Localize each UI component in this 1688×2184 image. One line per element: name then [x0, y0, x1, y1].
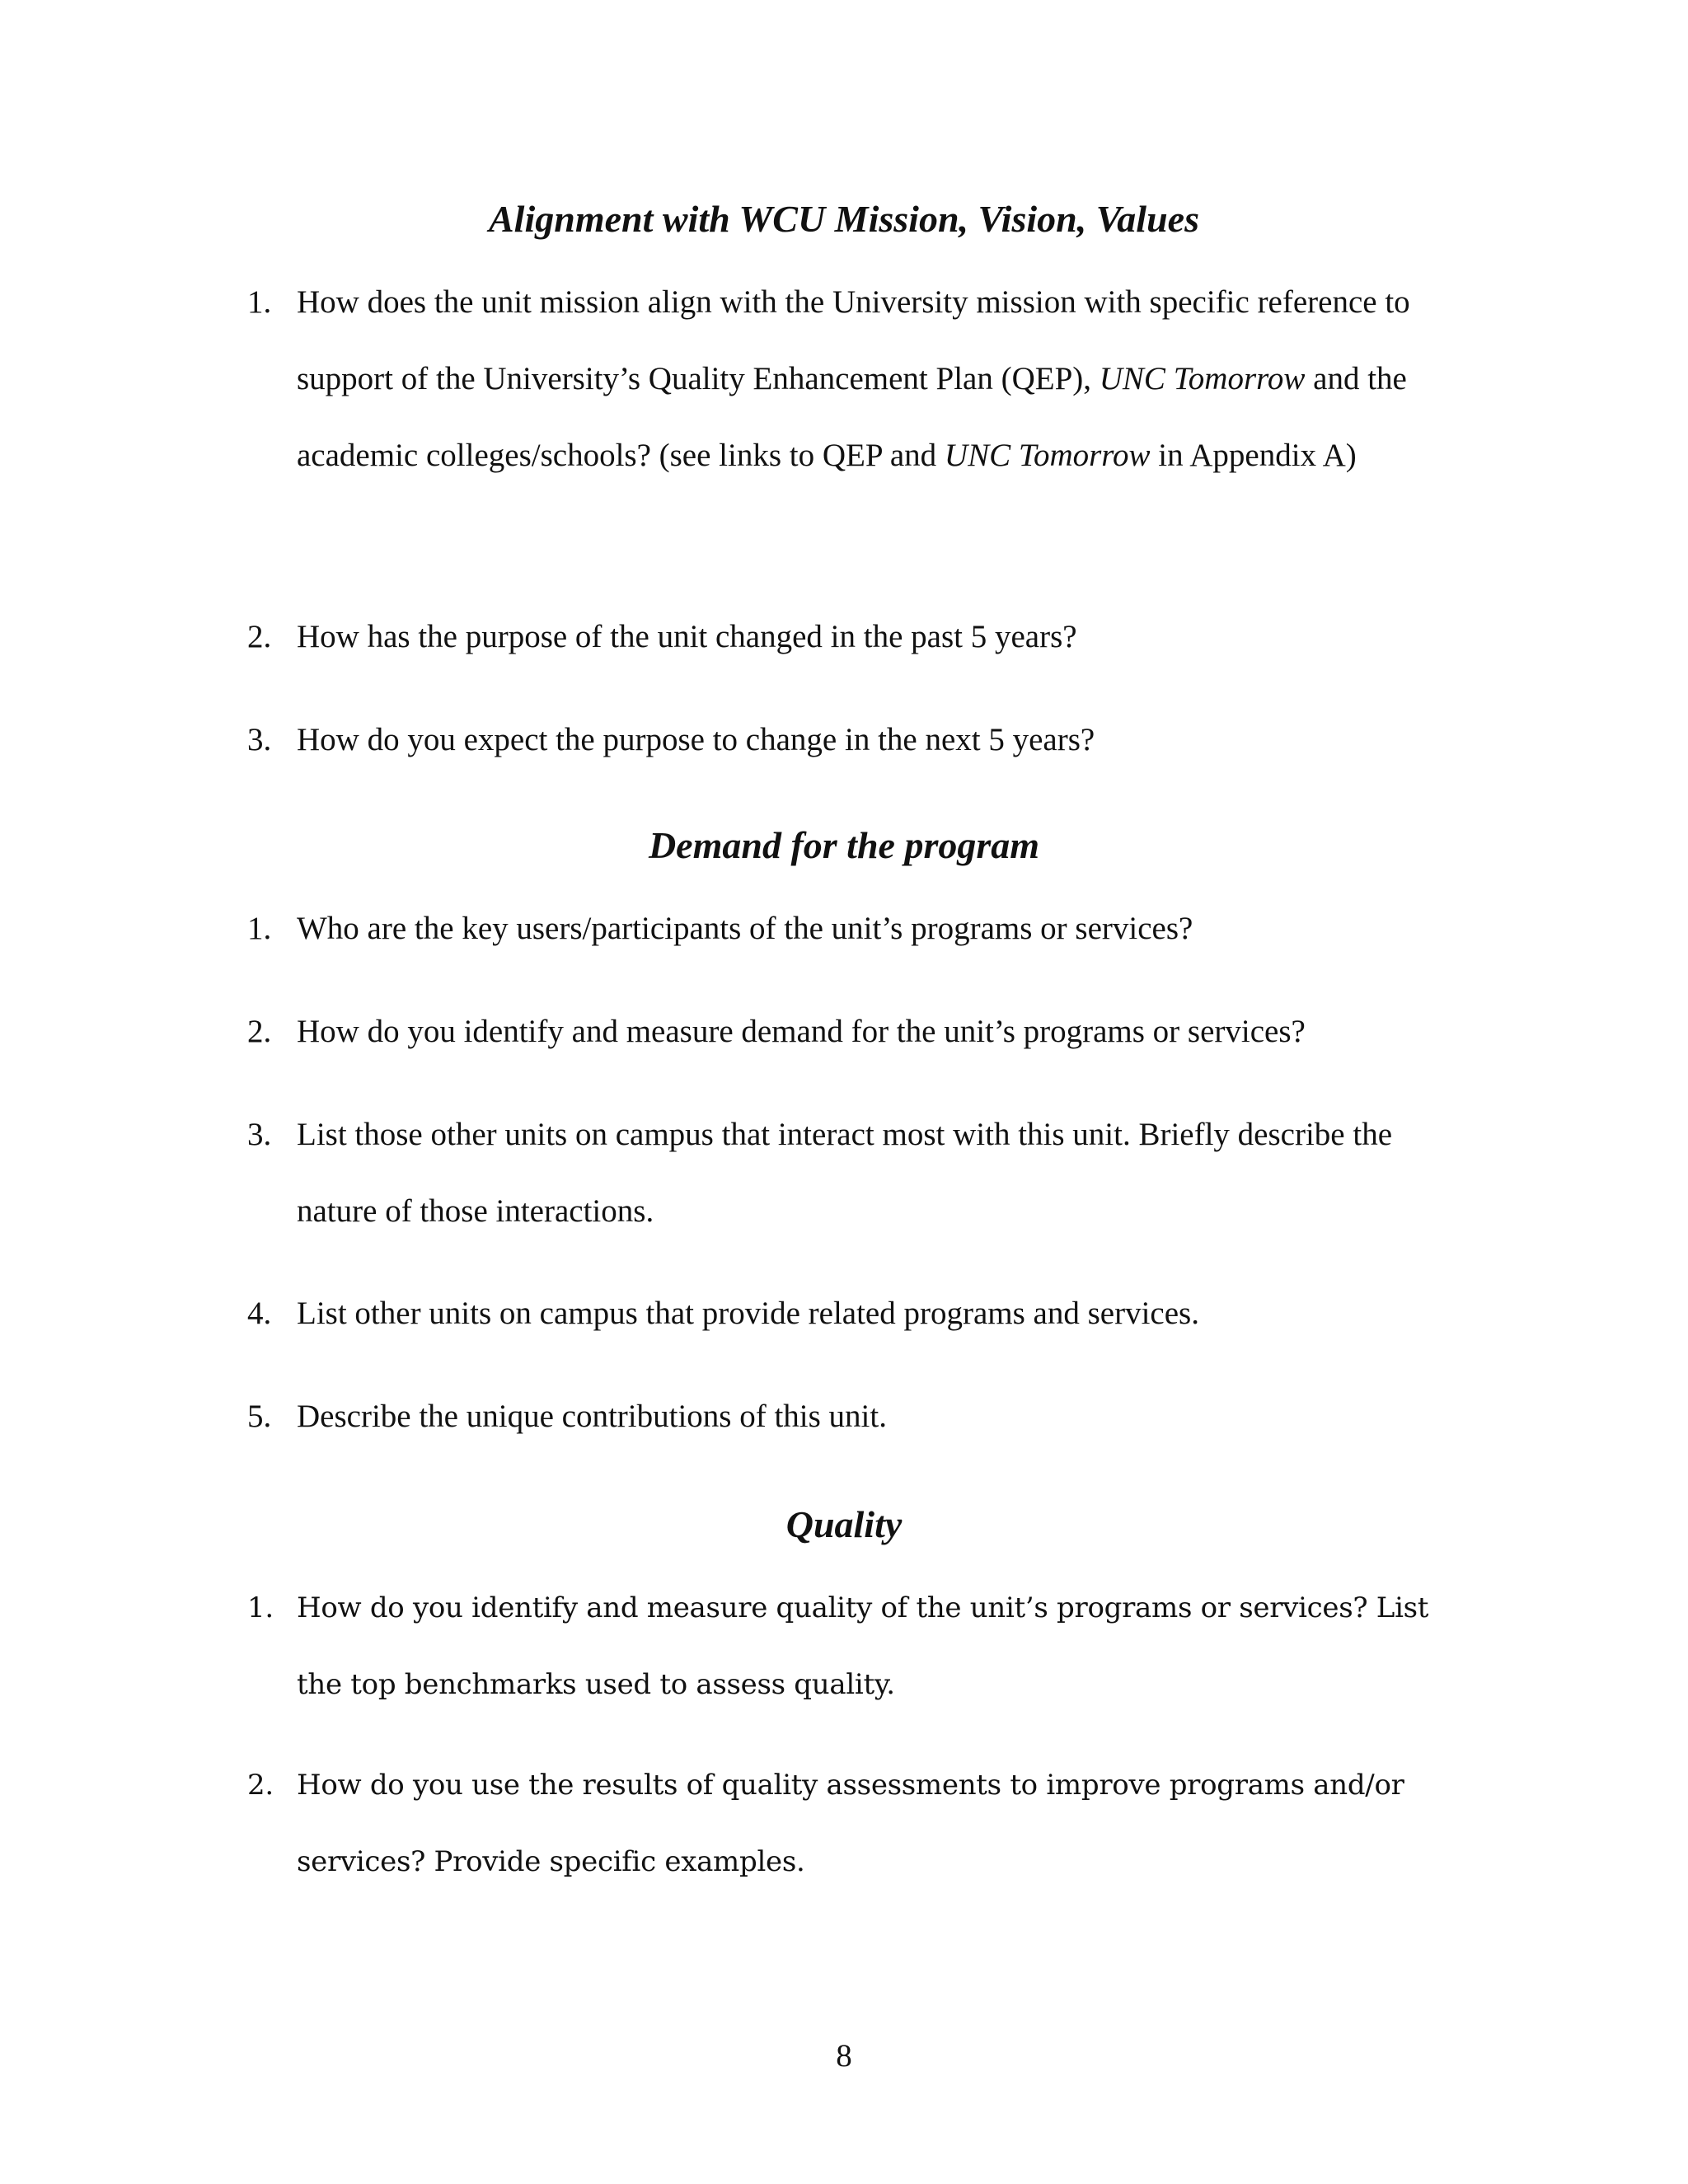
item-number: 1.: [247, 1591, 274, 1624]
item-text: How do you identify and measure quality of the unit’s programs or services? List the top benchmarks used to assess quality.: [297, 1591, 1429, 1701]
item-number: 3.: [247, 722, 272, 757]
list-item: [247, 1378, 1459, 1455]
item-text: List those other units on campus that interact most with this unit. Briefly describe the nature of those interactions.: [297, 1117, 1393, 1229]
item-text: How has the purpose of the unit changed in the past 5 years?: [297, 619, 1077, 654]
page-number: 8: [836, 2038, 852, 2074]
item-number: 1.: [247, 284, 272, 320]
list-item: [247, 598, 1459, 675]
section-title-quality: Quality: [785, 1503, 903, 1545]
item-number: 5.: [247, 1399, 272, 1434]
item-number: 2.: [247, 619, 272, 654]
list-item: [247, 993, 1459, 1070]
list-item: [247, 1096, 1459, 1249]
item-text: Describe the unique contributions of this unit.: [297, 1399, 887, 1434]
item-number: 1.: [247, 911, 272, 946]
item-number: 2.: [247, 1014, 272, 1049]
item-number: 3.: [247, 1117, 272, 1152]
item-text: How do you expect the purpose to change in the next 5 years?: [297, 722, 1095, 757]
item-number: 4.: [247, 1296, 272, 1331]
list-item: [247, 1570, 1459, 1723]
section-title-demand: Demand for the program: [648, 824, 1040, 866]
list-item: [247, 264, 1459, 494]
list-item: [247, 1275, 1459, 1352]
item-text: How do you identify and measure demand for the unit’s programs or services?: [297, 1014, 1306, 1049]
section-title-alignment: Alignment with WCU Mission, Vision, Values: [489, 198, 1199, 240]
list-item: [247, 1747, 1459, 1900]
list-item: [247, 701, 1459, 778]
item-text: How do you use the results of quality assessments to improve programs and/or services? Provide specific examples.: [297, 1769, 1404, 1878]
item-text: List other units on campus that provide related programs and services.: [297, 1296, 1199, 1331]
emphasis-unc-tomorrow: UNC Tomorrow: [1099, 361, 1306, 396]
emphasis-unc-tomorrow: UNC Tomorrow: [944, 438, 1151, 473]
item-text: How does the unit mission align with the University mission with specific reference to support of the University’s Quality Enhancement Plan (QEP), UNC Tomorrow and the academic colleges/schools? (see links to QEP and UNC Tomorrow in Appendix A): [297, 284, 1410, 473]
item-text: Who are the key users/participants of the unit’s programs or services?: [297, 911, 1193, 946]
item-number: 2.: [247, 1769, 274, 1802]
list-item: [247, 890, 1459, 967]
